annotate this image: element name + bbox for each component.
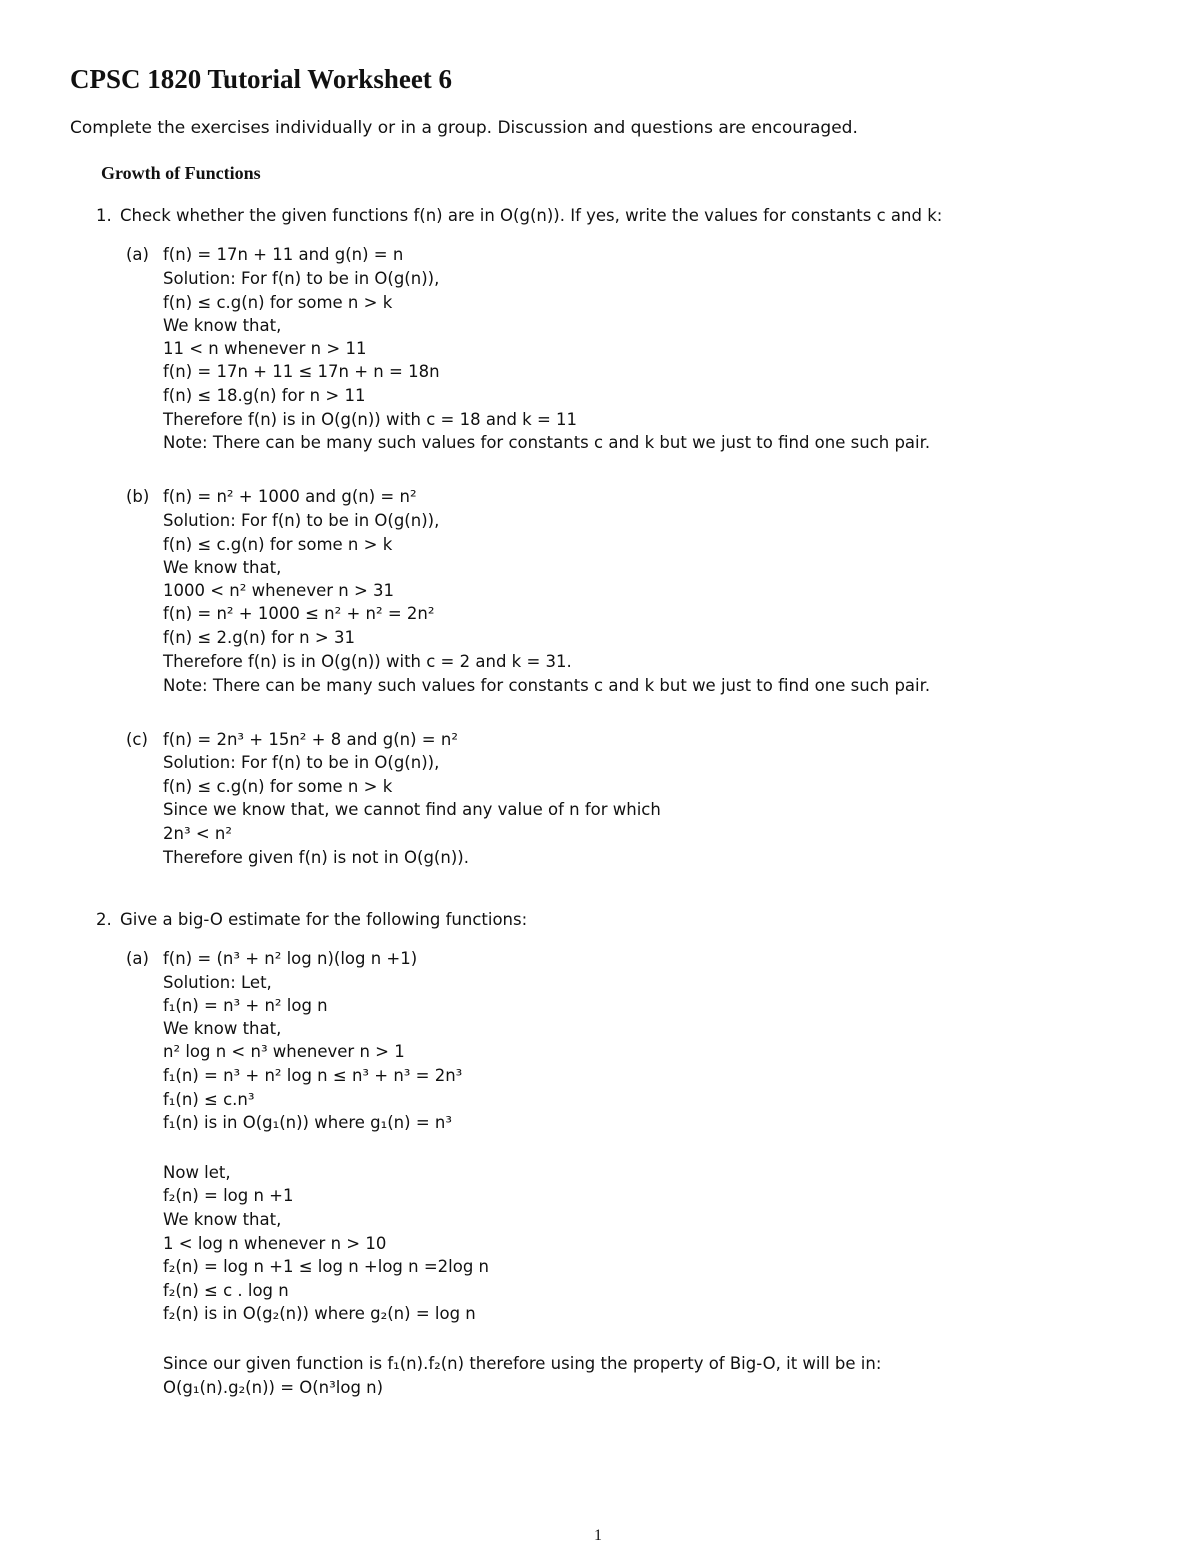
q2a-line: f₂(n) = log n +1: [163, 1186, 294, 1205]
q2a-line: We know that,: [163, 1019, 282, 1038]
q2a-line: Solution: Let,: [163, 973, 272, 992]
q1a-line: f(n) ≤ c.g(n) for some n > k: [163, 293, 393, 312]
q1a-line: f(n) ≤ 18.g(n) for n > 11: [163, 386, 366, 405]
q1c-line: Since we know that, we cannot find any value of n for which: [163, 800, 661, 819]
q1b-line: We know that,: [163, 558, 282, 577]
q1b-line: f(n) ≤ c.g(n) for some n > k: [163, 535, 393, 554]
q1c-line: f(n) ≤ c.g(n) for some n > k: [163, 777, 393, 796]
question-1c-label: (c): [126, 730, 148, 749]
page-title: CPSC 1820 Tutorial Worksheet 6: [70, 64, 453, 94]
q2a-line: f₂(n) is in O(g₂(n)) where g₂(n) = log n: [163, 1304, 476, 1323]
q1a-line: f(n) = 17n + 11 and g(n) = n: [163, 245, 404, 264]
q1a-line: Solution: For f(n) to be in O(g(n)),: [163, 269, 440, 288]
q1b-line: Solution: For f(n) to be in O(g(n)),: [163, 511, 440, 530]
q2a-line: Now let,: [163, 1163, 231, 1182]
q1c-line: f(n) = 2n³ + 15n² + 8 and g(n) = n²: [163, 730, 458, 749]
q2a-line: n² log n < n³ whenever n > 1: [163, 1042, 405, 1061]
q2a-line: We know that,: [163, 1210, 282, 1229]
question-2-text: Give a big-O estimate for the following functions:: [120, 910, 528, 929]
q2a-line: f₂(n) ≤ c . log n: [163, 1281, 289, 1300]
page-number: 1: [594, 1527, 602, 1544]
q1a-line: f(n) = 17n + 11 ≤ 17n + n = 18n: [163, 362, 440, 381]
q1a-line: 11 < n whenever n > 11: [163, 339, 367, 358]
q1b-line: Note: There can be many such values for constants c and k but we just to find one such pair.: [163, 676, 931, 695]
q2a-line: 1 < log n whenever n > 10: [163, 1234, 387, 1253]
question-1-number: 1.: [96, 206, 112, 225]
q2a-line: f₂(n) = log n +1 ≤ log n +log n =2log n: [163, 1257, 490, 1276]
question-1-text: Check whether the given functions f(n) are in O(g(n)). If yes, write the values for constants c and k:: [120, 206, 943, 225]
section-heading: Growth of Functions: [101, 163, 261, 183]
q2a-line: Since our given function is f₁(n).f₂(n) therefore using the property of Big-O, it will be in:: [163, 1354, 882, 1373]
q1c-line: Therefore given f(n) is not in O(g(n)).: [163, 848, 469, 867]
q2a-line: f(n) = (n³ + n² log n)(log n +1): [163, 949, 418, 968]
q1a-line: We know that,: [163, 316, 282, 335]
q2a-line: f₁(n) is in O(g₁(n)) where g₁(n) = n³: [163, 1113, 452, 1132]
question-2a-label: (a): [126, 949, 149, 968]
intro-text: Complete the exercises individually or in a group. Discussion and questions are encouraged.: [70, 118, 858, 138]
question-1b-label: (b): [126, 487, 150, 506]
q1b-line: 1000 < n² whenever n > 31: [163, 581, 395, 600]
question-1a-label: (a): [126, 245, 149, 264]
q1c-line: 2n³ < n²: [163, 824, 232, 843]
q2a-line: f₁(n) = n³ + n² log n ≤ n³ + n³ = 2n³: [163, 1066, 463, 1085]
q1a-line: Note: There can be many such values for constants c and k but we just to find one such pair.: [163, 433, 931, 452]
q2a-line: O(g₁(n).g₂(n)) = O(n³log n): [163, 1378, 384, 1397]
q1c-line: Solution: For f(n) to be in O(g(n)),: [163, 753, 440, 772]
question-2-number: 2.: [96, 910, 112, 929]
q1b-line: Therefore f(n) is in O(g(n)) with c = 2 and k = 31.: [163, 652, 572, 671]
q1b-line: f(n) = n² + 1000 and g(n) = n²: [163, 487, 417, 506]
q1a-line: Therefore f(n) is in O(g(n)) with c = 18 and k = 11: [163, 410, 578, 429]
q2a-line: f₁(n) ≤ c.n³: [163, 1090, 255, 1109]
q1b-line: f(n) = n² + 1000 ≤ n² + n² = 2n²: [163, 604, 435, 623]
q2a-line: f₁(n) = n³ + n² log n: [163, 996, 328, 1015]
q1b-line: f(n) ≤ 2.g(n) for n > 31: [163, 628, 355, 647]
